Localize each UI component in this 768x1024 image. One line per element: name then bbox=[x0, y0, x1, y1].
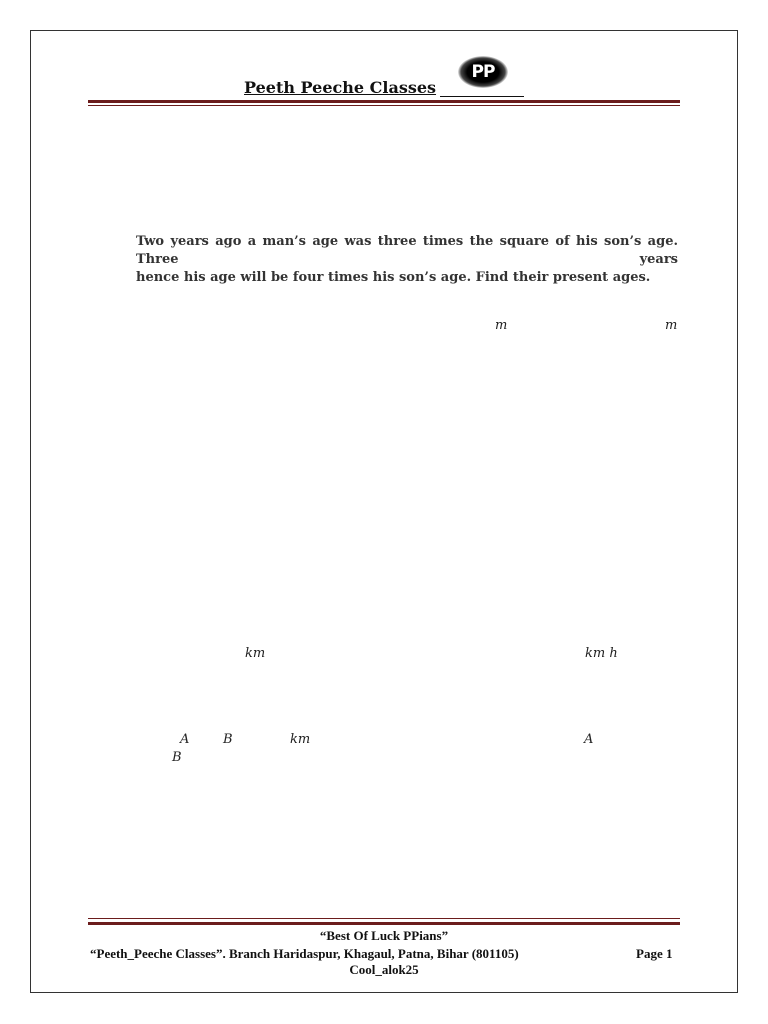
math-km-h: km h bbox=[585, 646, 618, 661]
page-border bbox=[30, 30, 738, 993]
math-m-2: m bbox=[665, 318, 678, 333]
footer-rule-thin bbox=[88, 918, 680, 919]
header-rule-thin bbox=[88, 105, 680, 106]
header-rule-thick bbox=[88, 100, 680, 103]
math-km-1: km bbox=[245, 646, 266, 661]
header-title: Peeth Peeche Classes bbox=[244, 78, 437, 97]
math-km-2: km bbox=[290, 732, 311, 747]
math-m-1: m bbox=[495, 318, 508, 333]
question-text bbox=[136, 233, 678, 287]
footer-address: “Peeth_Peeche Classes”. Branch Haridaspur, Khagaul, Patna, Bihar (801105) bbox=[90, 946, 519, 961]
math-b-2: B bbox=[172, 750, 182, 765]
question-line-2: hence his age will be four times his son’s age. Find their present ages. bbox=[136, 270, 651, 285]
pp-logo bbox=[458, 56, 508, 88]
math-a-2: A bbox=[584, 732, 594, 747]
footer-page-number: Page 1 bbox=[636, 946, 673, 961]
math-a-1: A bbox=[180, 732, 190, 747]
logo-text: PP bbox=[471, 62, 495, 82]
footer-motto: “Best Of Luck PPians” bbox=[319, 928, 449, 943]
question-line-1: Two years ago a man’s age was three times the square of his son’s age. Three years bbox=[136, 234, 678, 267]
math-b-1: B bbox=[223, 732, 233, 747]
header-underline bbox=[440, 96, 524, 97]
footer-rule-thick bbox=[88, 922, 680, 925]
footer-author: Cool_alok25 bbox=[349, 962, 419, 977]
